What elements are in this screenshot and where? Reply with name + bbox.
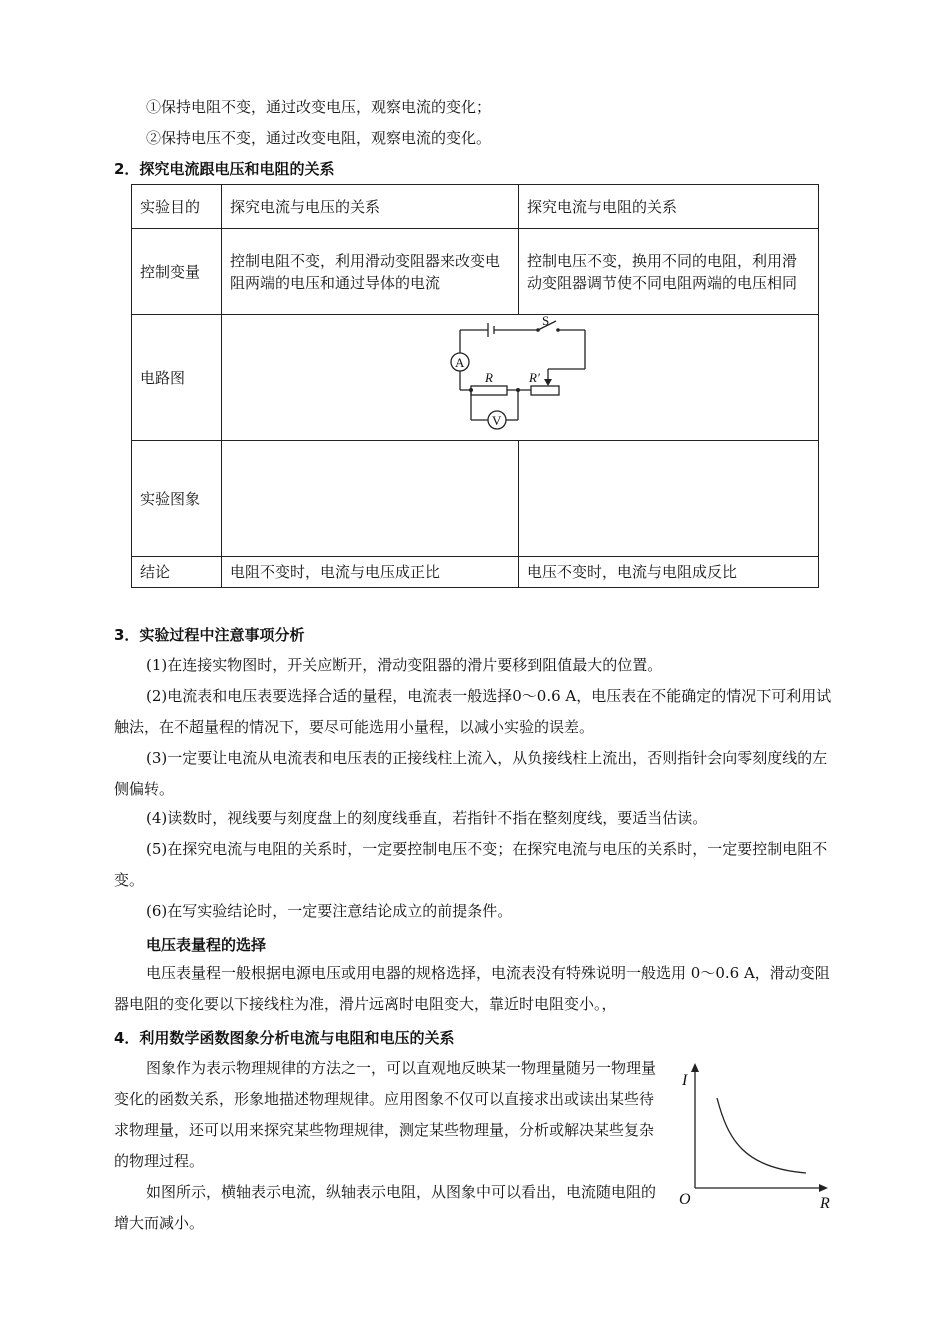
section-4-title: 4．利用数学函数图象分析电流与电阻和电压的关系: [114, 1029, 455, 1047]
table-row-purpose: [132, 185, 819, 229]
graph-label: 实验图象: [132, 441, 222, 557]
section-3-title: 3．实验过程中注意事项分析: [114, 626, 305, 644]
method-line-2: ②保持电压不变，通过改变电阻，观察电流的变化。: [146, 129, 492, 147]
circuit-diagram: [222, 316, 818, 440]
table-row-graph: [132, 441, 819, 557]
resistor-r-label: R: [485, 369, 493, 385]
i-r-graph: [676, 1060, 836, 1224]
purpose-resistance: 探究电流与电阻的关系: [519, 185, 819, 229]
purpose-voltage: 探究电流与电压的关系: [222, 185, 519, 229]
graph-resistance-cell: [519, 441, 819, 557]
control-voltage: 控制电阻不变，利用滑动变阻器来改变电阻两端的电压和通过导体的电流: [222, 229, 519, 315]
section-2-title: 2．探究电流跟电压和电阻的关系: [114, 160, 335, 178]
x-axis-label: R: [820, 1195, 830, 1212]
conclusion-label: 结论: [132, 557, 222, 588]
section-4-para-2: 如图所示，横轴表示电流，纵轴表示电阻，从图象中可以看出，电流随电阻的增大而减小。: [114, 1183, 657, 1232]
rheostat-body: [531, 386, 559, 395]
note-item-6: (6)在写实验结论时，一定要注意结论成立的前提条件。: [146, 902, 513, 920]
i-r-curve: [717, 1098, 806, 1173]
circuit-cell: [222, 315, 819, 441]
note-item-5: (5)在探究电流与电阻的关系时，一定要控制电压不变；在探究电流与电压的关系时，一定要控制电阻不变。: [114, 840, 828, 889]
control-resistance: 控制电压不变，换用不同的电阻，利用滑动变阻器调节使不同电阻两端的电压相同: [519, 229, 819, 315]
note-item-1: (1)在连接实物图时，开关应断开，滑动变阻器的滑片要移到阻值最大的位置。: [146, 656, 663, 674]
note-item-3: (3)一定要让电流从电流表和电压表的正接线柱上流入，从负接线柱上流出，否则指针会向零刻度线的左侧偏转。: [114, 749, 828, 798]
note-item-2: (2)电流表和电压表要选择合适的量程，电流表一般选择0～0.6 A，电压表在不能确定的情况下可利用试触法，在不超量程的情况下，要尽可能选用小量程，以减小实验的误差。: [114, 687, 832, 736]
y-axis-arrow: [691, 1063, 699, 1072]
graph-voltage-cell: [222, 441, 519, 557]
voltmeter-label: V: [492, 412, 502, 428]
rheostat-label: R′: [529, 369, 540, 385]
control-label: 控制变量: [132, 229, 222, 315]
table-row-circuit: [132, 315, 819, 441]
section-4-para-1: 图象作为表示物理规律的方法之一，可以直观地反映某一物理量随另一物理量变化的函数关系，形象地描述物理规律。应用图象不仅可以直接求出或读出某些待求物理量，还可以用来探究某些物理规律，测定某些物理量，分析或解决某些复杂的物理过程。: [114, 1059, 657, 1170]
ammeter-label: A: [455, 354, 465, 370]
method-line-1: ①保持电阻不变，通过改变电压，观察电流的变化；: [146, 98, 492, 116]
y-axis-label: I: [682, 1072, 688, 1089]
resistor-r-body: [471, 386, 507, 395]
x-axis-arrow: [819, 1184, 828, 1192]
conclusion-voltage: 电阻不变时，电流与电压成正比: [222, 557, 519, 588]
table-row-conclusion: [132, 557, 819, 588]
conclusion-resistance: 电压不变时，电流与电阻成反比: [519, 557, 819, 588]
table-row-control: [132, 229, 819, 315]
purpose-label: 实验目的: [132, 185, 222, 229]
sub-text-voltmeter-range: 电压表量程一般根据电源电压或用电器的规格选择，电流表没有特殊说明一般选用 0～0.6 A，滑动变阻器电阻的变化要以下接线柱为准，滑片远离时电阻变大，靠近时电阻变小。，: [114, 964, 830, 1013]
experiment-table: [131, 184, 819, 588]
circuit-label: 电路图: [132, 315, 222, 441]
switch-label: S: [542, 315, 550, 328]
sub-title-voltmeter-range: 电压表量程的选择: [146, 936, 267, 954]
origin-label: O: [679, 1191, 691, 1208]
note-item-4: (4)读数时，视线要与刻度盘上的刻度线垂直，若指针不指在整刻度线，要适当估读。: [146, 809, 708, 827]
